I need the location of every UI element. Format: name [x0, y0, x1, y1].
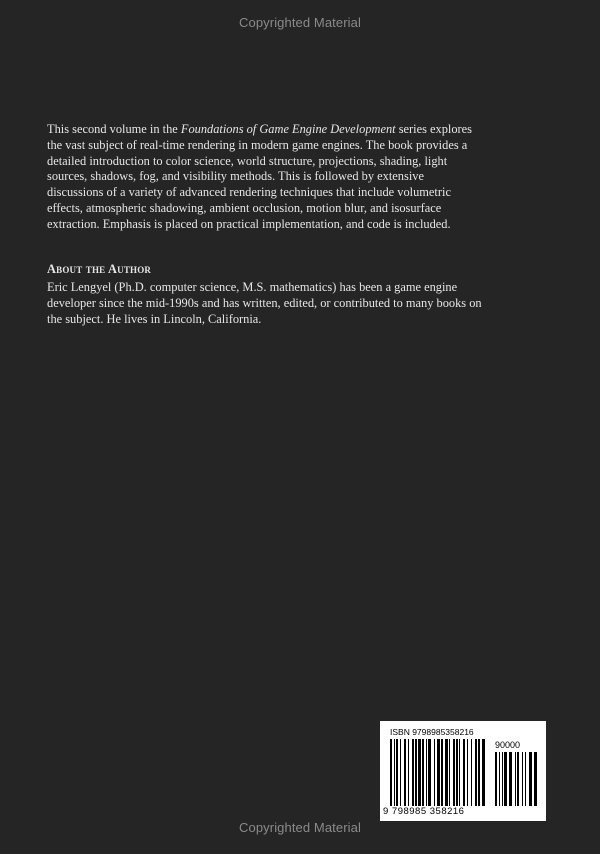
book-description [47, 122, 477, 233]
watermark-top: Copyrighted Material [239, 15, 361, 30]
barcode-panel [380, 721, 546, 821]
isbn-label: ISBN 9798985358216 [390, 727, 474, 737]
about-author-body: Eric Lengyel (Ph.D. computer science, M.S. mathematics) has been a game engine developer since the mid-1990s and has written, edited, or contributed to many books on the subject. He lives in Lincoln, California. [47, 280, 482, 326]
barcode-digits: 9 798985 358216 [383, 806, 465, 817]
watermark-bottom: Copyrighted Material [239, 820, 361, 835]
series-title: Foundations of Game Engine Development [180, 122, 396, 136]
about-author-heading: About the Author [47, 262, 152, 276]
price-code: 90000 [495, 740, 521, 750]
description-rest: series explores the vast subject of real-time rendering in modern game engines. The book provides a detailed introduction to color science, world structure, projections, shading, light sources, shadows, fog, and visibility methods. This is followed by extensive discussions of a variety of advanced rendering techniques that include volumetric effects, atmospheric shadowing, ambient occlusion, motion blur, and isosurface extraction. Emphasis is placed on practical implementation, and code is included. [47, 122, 472, 231]
description-intro: This second volume in the [47, 122, 181, 136]
